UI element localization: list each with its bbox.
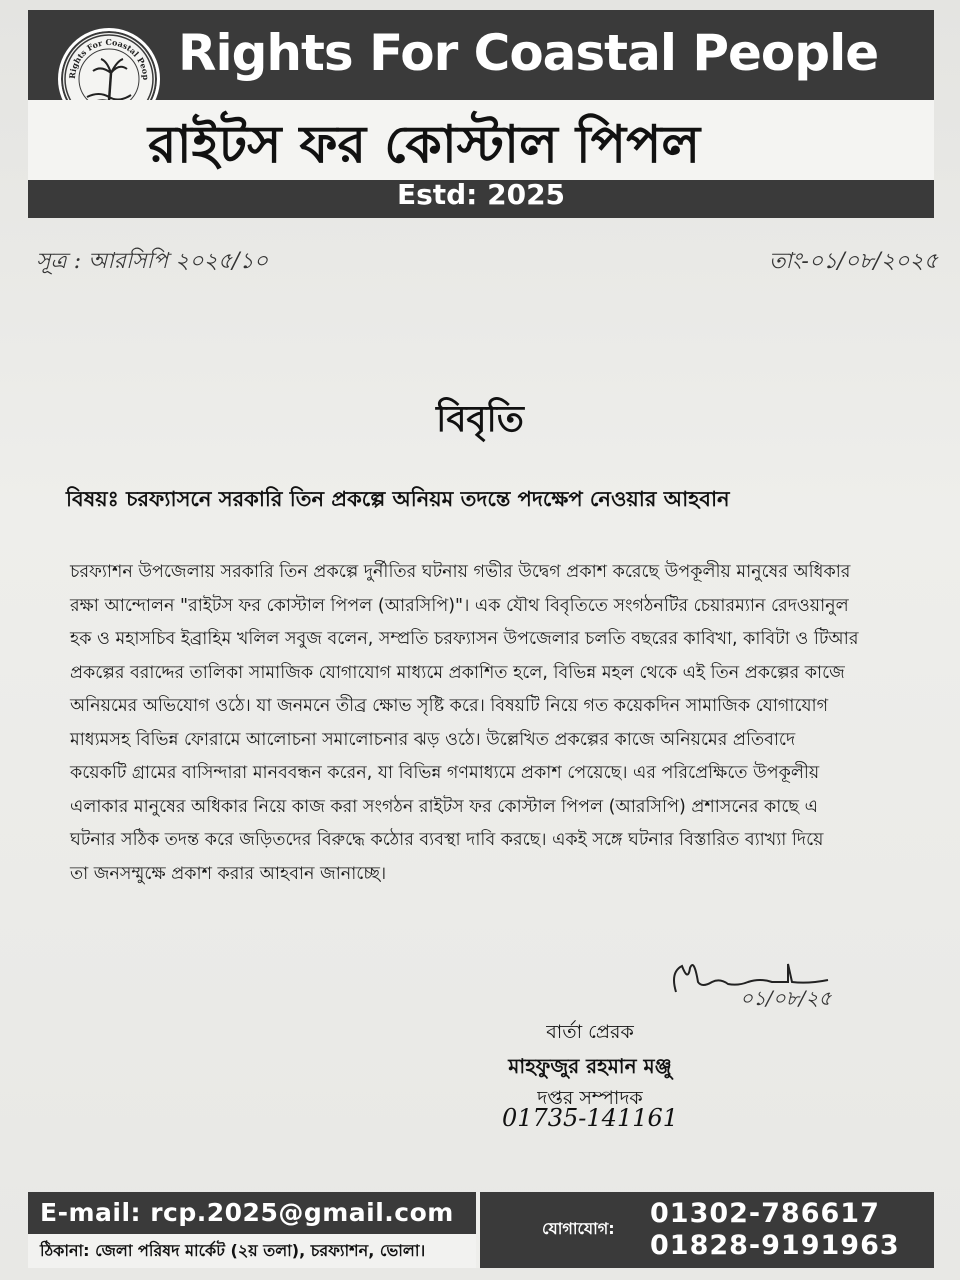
body-line: ঘটনার সঠিক তদন্ত করে জড়িতদের বিরুদ্ধে কঠোর ব্যবস্থা দাবি করছে। একই সঙ্গে ঘটনার বিস্তারিত ব্যাখ্যা দিয়ে: [70, 830, 824, 850]
signatory-name: মাহফুজুর রহমান মঞ্জু: [508, 1054, 672, 1078]
footer-left: [28, 1192, 476, 1268]
statement-body: [70, 556, 906, 891]
contact-label: যোগাযোগ:: [542, 1219, 615, 1238]
body-line: প্রকল্পের বরাদ্দের তালিকা সামাজিক যোগাযোগ মাধ্যমে প্রকাশিত হলে, বিভিন্ন মহল থেকে এই তিন প্রকল্পের কাজে: [70, 662, 845, 683]
body-line: অনিয়মের অভিযোগ ওঠে। যা জনমনে তীব্র ক্ষোভ সৃষ্টি করে। বিষয়টি নিয়ে গত কয়েকদিন সামাজিক যোগাযোগ: [70, 696, 829, 716]
svg-text:Rights For Coastal People: Rights For Coastal Peop: [66, 36, 152, 81]
body-line: মাধ্যমসহ বিভিন্ন ফোরামে আলোচনা সমালোচনার ঝড় ওঠে। উল্লেখিত প্রকল্পের কাজে অনিয়মের প্রতিবাদে: [70, 729, 796, 750]
reference-number: সূত্র : আরসিপি ২০২৫/১০: [36, 249, 269, 274]
letterhead: [28, 10, 934, 218]
body-line: এলাকার মানুষের অধিকার নিয়ে কাজ করা সংগঠন রাইটস ফর কোস্টাল পিপল (আরসিপি) প্রশাসনের কাছে এ: [70, 796, 818, 817]
established-year: Estd: 2025: [396, 178, 566, 211]
signature-date: ০১/০৮/২৫: [740, 986, 832, 1010]
body-line: তা জনসম্মুক্ষে প্রকাশ করার আহবান জানাচ্ছে।: [70, 863, 387, 884]
subject-line: বিষয়ঃ চরফ্যাসনে সরকারি তিন প্রকল্পে অনিয়ম তদন্তে পদক্ষেপ নেওয়ার আহবান: [66, 487, 730, 511]
letterhead-footer: [28, 1192, 934, 1268]
postal-address: ঠিকানা: জেলা পরিষদ মার্কেট (২য় তলা), চরফ্যাশন, ভোলা।: [40, 1241, 426, 1260]
contact-phone-1: 01302-786617: [650, 1198, 880, 1229]
contact-phone-2: 01828-9191963: [650, 1230, 900, 1261]
body-line: চরফ্যাশন উপজেলায় সরকারি তিন প্রকল্পে দুর্নীতির ঘটনায় গভীর উদ্বেগ প্রকাশ করেছে উপকূলীয় মানুষের অধিকার: [70, 562, 851, 582]
letter-date: তাং-০১/০৮/২০২৫: [769, 249, 938, 274]
org-title-english: Rights For Coastal People: [178, 24, 879, 82]
signatory-phone: 01735-141161: [501, 1104, 679, 1132]
body-line: হক ও মহাসচিব ইব্রাহিম খলিল সবুজ বলেন, সম্প্রতি চরফ্যাসন উপজেলার চলতি বছরের কাবিখা, কাবিটা ও টিআর: [70, 629, 859, 649]
signatory-title: দপ্তর সম্পাদক: [537, 1087, 643, 1109]
address-band: [28, 1234, 476, 1268]
email-address: E-mail: rcp.2025@gmail.com: [40, 1198, 454, 1227]
org-title-bangla-band: [28, 100, 934, 180]
org-title-bangla: রাইটস ফর কোস্টাল পিপল: [148, 115, 701, 175]
body-line: রক্ষা আন্দোলন "রাইটস ফর কোস্টাল পিপল (আরসিপি)"। এক যৌথ বিবৃতিতে সংগঠনটির চেয়ারম্যান রেদওয়ানুল: [70, 595, 849, 616]
body-line: কয়েকটি গ্রামের বাসিন্দারা মানববন্ধন করেন, যা বিভিন্ন গণমাধ্যমে প্রকাশ পেয়েছে। এর পরিপ্রেক্ষিতে উপকূলীয়: [70, 763, 820, 783]
footer-right: [480, 1192, 934, 1268]
signatory-role: বার্তা প্রেরক: [546, 1021, 634, 1043]
statement-heading: বিবৃতি: [436, 399, 524, 440]
